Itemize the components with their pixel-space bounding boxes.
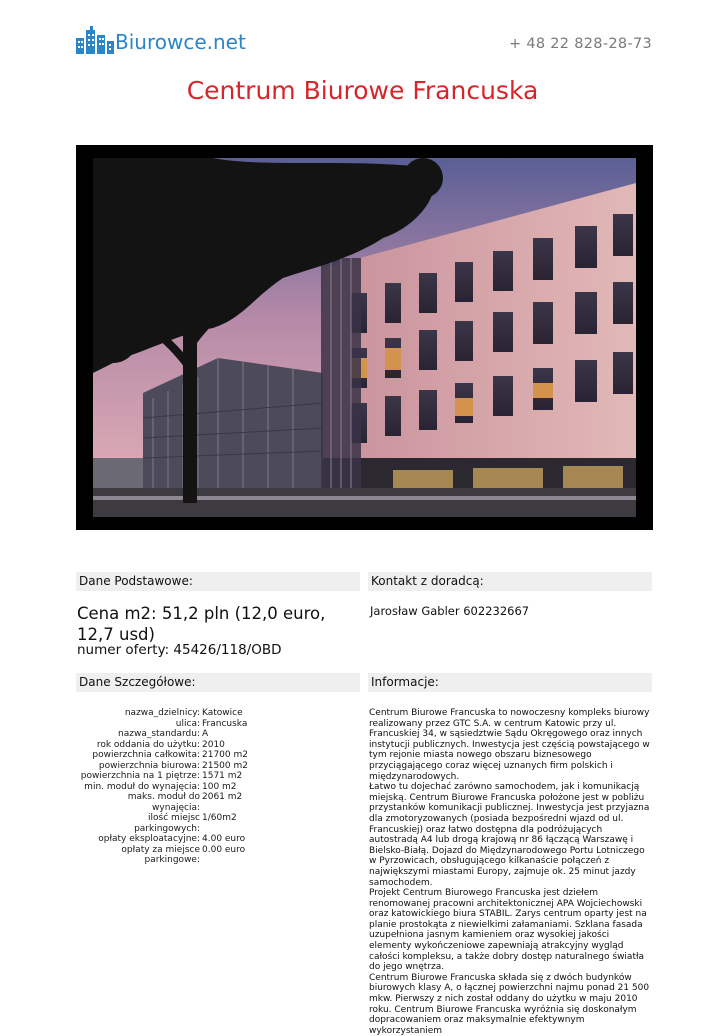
logo-text: Biurowce.net [115,30,246,54]
detail-key: powierzchnia całkowita: [92,750,200,760]
info-heading: Informacje: [368,673,652,692]
details-heading: Dane Szczegółowe: [76,673,360,692]
detail-row [80,845,365,866]
detail-value: Francuska [202,718,248,729]
detail-row [80,750,365,761]
site-logo[interactable] [76,18,246,54]
info-paragraph: Centrum Biurowe Francuska składa się z dwóch budynków biurowych klasy A, o łącznej powierzchni najmu ponad 21 500 mkw. Pierwszy z nich został oddany do użytku w maju 2010 roku. Centrum Biurowe Francuska wyróżnia się doskonałym dopracowaniem oraz maksymalnie efektywnym wykorzystaniem [369,972,650,1036]
detail-key: ilość miejsc parkingowych: [134,813,200,834]
detail-value: 1571 m2 [202,771,243,781]
offer-number: numer oferty: 45426/118/OBD [77,642,282,658]
detail-value: 4.00 euro [202,834,246,844]
detail-key: powierzchnia biurowa: [98,760,200,771]
contact-heading: Kontakt z doradcą: [368,572,652,591]
detail-value: Katowice [202,708,243,718]
page-title: Centrum Biurowe Francuska [186,76,539,105]
info-paragraph: Projekt Centrum Biurowego Francuska jest dziełem renomowanej pracowni architektonicznej APA Wojciechowski oraz katowickiego biura STABIL. Zarys centrum oparty jest na planie prostokąta z niewielkimi załamaniami. Szklana fasada uzupełniona jasnym kamieniem oraz wysokiej jakości elementy wykończeniowe zapewniają atrakcyjny wygląd całości kompleksu, a także dobry dostęp naturalnego światła do jego wnętrza. [369,888,647,973]
detail-value: 100 m2 [202,781,237,792]
detail-key: ulica: [175,718,200,729]
detail-row [80,740,365,751]
detail-key: min. moduł do wynajęcia: [84,781,200,792]
detail-row [80,782,365,793]
detail-row [80,719,365,730]
phone-number[interactable]: + 48 22 828-28-73 [508,36,652,52]
detail-row [80,834,365,845]
price-per-m2: Cena m2: 51,2 pln (12,0 euro, 12,7 usd) [77,604,326,644]
detail-key: opłaty za miejsce parkingowe: [121,844,200,865]
detail-row [80,708,365,719]
detail-value: 0.00 euro [202,844,246,855]
advisor-contact[interactable]: Jarosław Gabler 602232667 [370,604,530,618]
detail-value: A [202,729,209,739]
detail-row [80,792,365,813]
detail-key: powierzchnia na 1 piętrze: [80,771,200,781]
basic-data-heading: Dane Podstawowe: [76,572,360,591]
detail-key: opłaty eksploatacyjne: [98,834,200,844]
info-text [369,708,653,1036]
detail-key: nazwa_dzielnicy: [124,708,200,718]
detail-key: maks. moduł do wynajęcia: [127,792,200,813]
detail-key: rok oddania do użytku: [96,739,200,750]
details-table [80,708,365,866]
info-paragraph: Łatwo tu dojechać zarówno samochodem, jak i komunikacją miejską. Centrum Biurowe Francuska położone jest w pobliżu przystanków komunikacji publicznej. Inwestycja jest przyjazna dla zmotoryzowanych (posiada bezpośredni wjazd od ul. Francuskiej) oraz łatwo dostępna dla podróżujących autostradą A4 lub drogą krajową nr 86 łączącą Warszawę i Bielsko-Białą. Dojazd do Międzynarodowego Portu Lotniczego w Pyrzowicach, obsługującego kilkanaście połączeń z największymi miastami Europy, zajmuje ok. 25 minut jazdy samochodem. [369,782,650,888]
detail-row [80,729,365,740]
info-paragraph: Centrum Biurowe Francuska to nowoczesny kompleks biurowy realizowany przez GTC S.A. w centrum Katowic przy ul. Francuskiej 34, w sąsiedztwie Sądu Okręgowego oraz innych instytucji publicznych. Inwestycja jest częścią powstającego w tym rejonie miasta nowego obszaru biznesowego przyciągającego coraz więcej uznanych firm polskich i międzynarodowych. [369,708,650,782]
detail-key: nazwa_standardu: [118,729,200,739]
detail-value: 2061 m2 [202,792,243,802]
detail-value: 21500 m2 [202,760,248,771]
buildings-logo-icon [76,26,114,54]
building-photo [76,145,653,530]
detail-value: 2010 [202,739,225,750]
detail-row [80,761,365,772]
detail-value: 21700 m2 [202,750,248,760]
building-photo-illustration [93,158,636,517]
detail-row [80,813,365,834]
detail-value: 1/60m2 [202,813,237,823]
detail-row [80,771,365,782]
